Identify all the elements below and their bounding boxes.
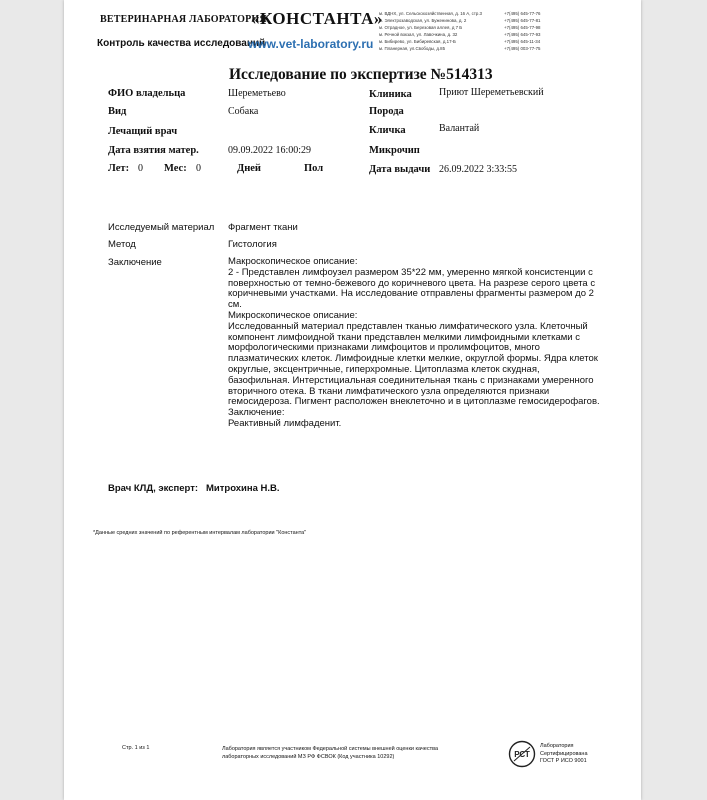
phone-line: +7(495) 645-77-81: [504, 18, 541, 23]
species-label: Вид: [108, 106, 127, 117]
material-value: Фрагмент ткани: [228, 222, 298, 233]
species-value: Собака: [228, 106, 259, 117]
conclusion-line: компонент лимфоидной ткани представлен мелкими лимфоидными клетками с: [228, 331, 581, 343]
address-line: м. Отрадное, ул. Березовая аллея, д 7 Б: [379, 25, 463, 30]
conclusion-line: Реактивный лимфаденит.: [228, 417, 342, 429]
address-line: м. Электрозаводская, ул. Буженинова, д. 2: [379, 18, 467, 23]
issue-date-label: Дата выдачи: [369, 164, 431, 175]
clinic-label: Клиника: [369, 89, 412, 100]
document-page: [64, 0, 641, 800]
conclusion-line: коричневыми участками. На исследование отправлены фрагменты размером до 2: [228, 288, 594, 300]
phone-line: +7(495) 645-77-93: [504, 32, 541, 37]
conclusion-line: см.: [228, 299, 242, 311]
conclusion-label: Заключение: [108, 257, 162, 268]
fsvok-line: лабораторных исследований МЗ РФ ФСВОК (Код участника 10292): [222, 754, 395, 760]
nickname-label: Кличка: [369, 125, 406, 136]
address-line: м. Бибирево, ул. Бибиревская, д.17-Б: [379, 39, 456, 44]
conclusion-line: гемосидероза. Пигмент расположен внеклеточно и в цитоплазме гемосидерофагов.: [228, 396, 600, 408]
lab-name: ВЕТЕРИНАРНАЯ ЛАБОРАТОРИЯ: [100, 14, 267, 25]
sample-date-label: Дата взятия матер.: [108, 145, 199, 156]
conclusion-text: [228, 257, 618, 430]
conclusion-line: поверхностью от темно-бежевого до коричневого цвета. На разрезе серого цвета с: [228, 277, 596, 289]
fsvok-line: Лаборатория является участником Федеральной системы внешней оценки качества: [222, 746, 439, 752]
days-label: Дней: [237, 163, 261, 174]
cert-line: Сертифицирована: [540, 750, 588, 757]
conclusion-line: Исследованный материал представлен тканью лимфатического узла. Клеточный: [228, 320, 588, 332]
phone-line: +7(495) 645-77-98: [504, 25, 541, 30]
footnote: *Данные средних значений по референтным интервалам лаборатории "Константа": [93, 530, 307, 536]
owner-label: ФИО владельца: [108, 88, 186, 99]
address-line: м. ВДНХ, ул. Сельскохозяйственная, д. 16 А, стр.3: [379, 11, 482, 16]
phone-line: +7(495) 645-11-34: [504, 39, 541, 44]
doctor-label: Лечащий врач: [108, 126, 178, 137]
months-label: Мес:: [164, 163, 187, 174]
page-number: Стр. 1 из 1: [122, 745, 150, 751]
document-title: Исследование по экспертизе №514313: [229, 66, 493, 83]
fsvok-note: [222, 745, 438, 761]
months-value: 0: [196, 163, 201, 174]
material-label: Исследуемый материал: [108, 222, 215, 233]
certification-logo: [508, 740, 536, 768]
method-label: Метод: [108, 239, 136, 250]
phone-line: +7(495) 645-77-76: [504, 11, 541, 16]
phone-line: +7(495) 003-77-75: [504, 46, 541, 51]
years-value: 0: [138, 163, 143, 174]
conclusion-line: базофильная. Интерстициальная соединительная ткань с признаками умеренного: [228, 374, 594, 386]
lab-website: www.vet-laboratory.ru: [248, 37, 374, 51]
lab-brand: «КОНСТАНТА»: [251, 9, 383, 28]
address-line: м. Речной вокзал, ул. Лавочкина, д. 32: [379, 32, 458, 37]
conclusion-line: вторичного отека. В ткани лимфатического узла определяются признаки: [228, 385, 550, 397]
conclusion-line: 2 - Представлен лимфоузел размером 35*22 мм, умеренно мягкой консистенции с: [228, 266, 593, 278]
certification-text: [540, 743, 588, 766]
breed-label: Порода: [369, 106, 404, 117]
method-value: Гистология: [228, 239, 277, 250]
conclusion-line: Микроскопическое описание:: [228, 309, 358, 321]
signature-label: Врач КЛД, эксперт:: [108, 483, 199, 494]
years-label: Лет:: [108, 163, 130, 174]
sample-date-value: 09.09.2022 16:00:29: [228, 145, 312, 156]
issue-date-value: 26.09.2022 3:33:55: [439, 164, 518, 175]
address-line: м. Планерная, ул.Свободы, д.85: [379, 46, 446, 51]
conclusion-line: плазматических клеток. Лимфоидные клетки мелкие, округлой формы. Ядра клеток: [228, 353, 598, 365]
lab-subtitle: Контроль качества исследований: [97, 38, 266, 49]
sex-label: Пол: [304, 163, 324, 174]
cert-line: ГОСТ Р ИСО 9001: [540, 758, 587, 764]
cert-line: Лаборатория: [540, 743, 574, 749]
conclusion-line: морфологическими признаками лимфоцитов и пролимфоцитов, много: [228, 342, 540, 354]
nickname-value: Валантай: [439, 123, 480, 134]
conclusion-line: Заключение:: [228, 407, 285, 419]
conclusion-line: Макроскопическое описание:: [228, 256, 358, 267]
signature-name: Митрохина Н.В.: [206, 483, 280, 494]
microchip-label: Микрочип: [369, 145, 420, 156]
clinic-value: Приют Шереметьевский: [439, 87, 544, 98]
conclusion-line: округлые, эксцентричные, гиперхромные. Цитоплазма клеток скудная,: [228, 363, 540, 375]
owner-value: Шереметьево: [228, 88, 286, 99]
cert-logo-text: РСТ: [514, 750, 530, 759]
